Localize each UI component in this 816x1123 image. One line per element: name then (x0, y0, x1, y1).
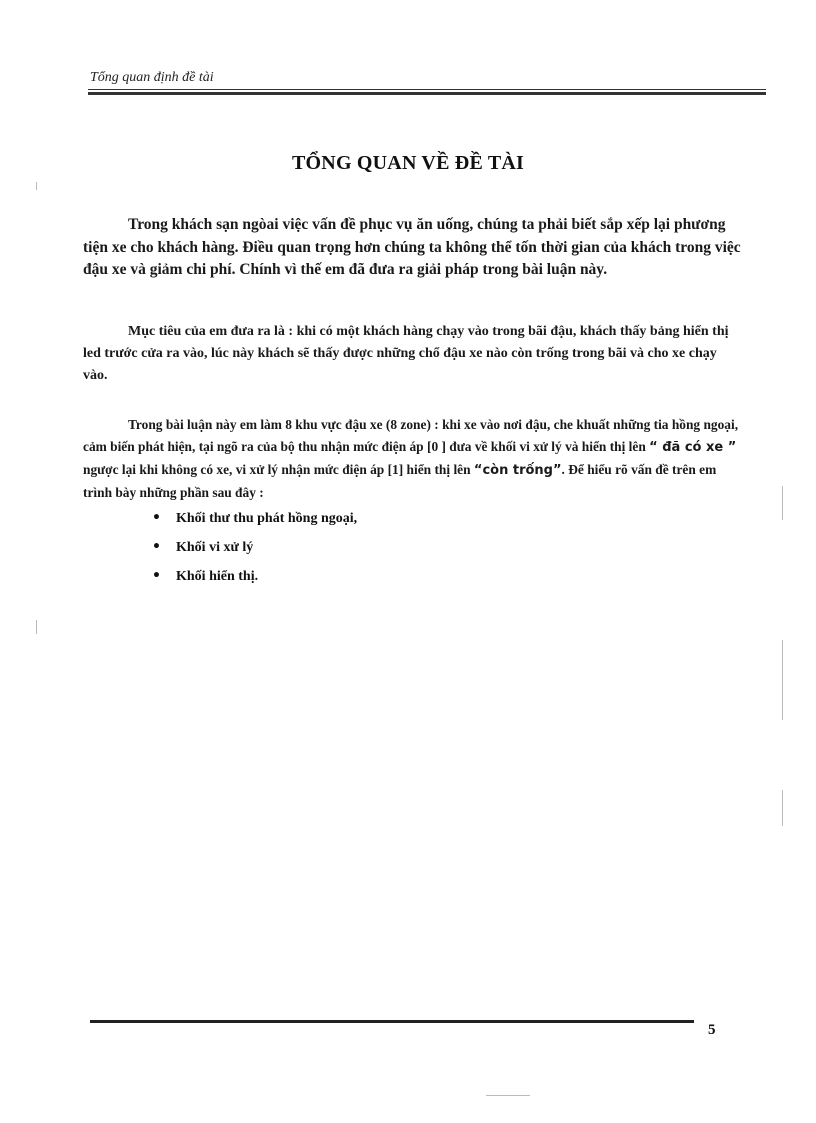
header-rule-thin (88, 89, 766, 90)
scan-artifact (486, 1095, 530, 1096)
page-title: TỔNG QUAN VỀ ĐỀ TÀI (292, 152, 524, 174)
paragraph-objective: Mục tiêu của em đưa ra là : khi có một khách hàng chạy vào trong bãi đậu, khách thấy bảng hiển thị led trước cửa ra vào, lúc này khách sẽ thấy được những chổ đậu xe nào còn trống trong bãi và cho xe chạy vào. (83, 324, 729, 383)
list-item-label: Khối vi xử lý (176, 540, 254, 555)
page-number: 5 (708, 1022, 716, 1038)
list-item-label: Khối thư thu phát hồng ngoại, (176, 511, 358, 526)
list-item (152, 508, 357, 537)
list-item (152, 537, 357, 566)
bullet-icon: • (152, 539, 161, 555)
bullet-list (152, 508, 357, 595)
running-header-title: Tổng quan định đề tài (90, 70, 214, 85)
paragraph-description-part-e: . Để hiểu rõ vấn đề trên em trình bày những phần sau đây : (83, 462, 717, 500)
bullet-icon: • (152, 510, 161, 526)
scan-artifact (36, 620, 37, 634)
bullet-icon: • (152, 568, 161, 584)
header-rule-thick (88, 92, 766, 95)
paragraph-description (83, 414, 745, 504)
paragraph-description-part-c: ngược lại khi không có xe, vi xử lý nhận mức điện áp [1] hiển thị lên (83, 462, 474, 477)
scan-artifact (782, 486, 783, 520)
status-text-occupied: “ đã có xe ” (649, 440, 737, 455)
scan-artifact (782, 640, 783, 720)
scan-artifact (782, 790, 783, 826)
list-item-label: Khối hiển thị. (176, 569, 259, 584)
list-item (152, 566, 357, 595)
scan-artifact (36, 182, 37, 190)
paragraph-intro: Trong khách sạn ngòai việc vấn đề phục vụ ăn uống, chúng ta phải biết sắp xếp lại phương tiện xe cho khách hàng. Điều quan trọng hơn chúng ta không thể tốn thời gian của khách trong việc đậu xe và giảm chi phí. Chính vì thế em đã đưa ra giải pháp trong bài luận này. (83, 216, 741, 278)
paragraph-description-part-a: Trong bài luận này em làm 8 khu vực đậu xe (8 zone) : khi xe vào nơi đậu, che khuất những tia hồng ngoại, cảm biến phát hiện, tại ngõ ra của bộ thu nhận mức điện áp [0 ] đưa về khối vi xử lý và hiển thị lên (83, 417, 739, 454)
footer-rule (90, 1020, 694, 1023)
status-text-empty: “còn trống” (473, 463, 562, 478)
